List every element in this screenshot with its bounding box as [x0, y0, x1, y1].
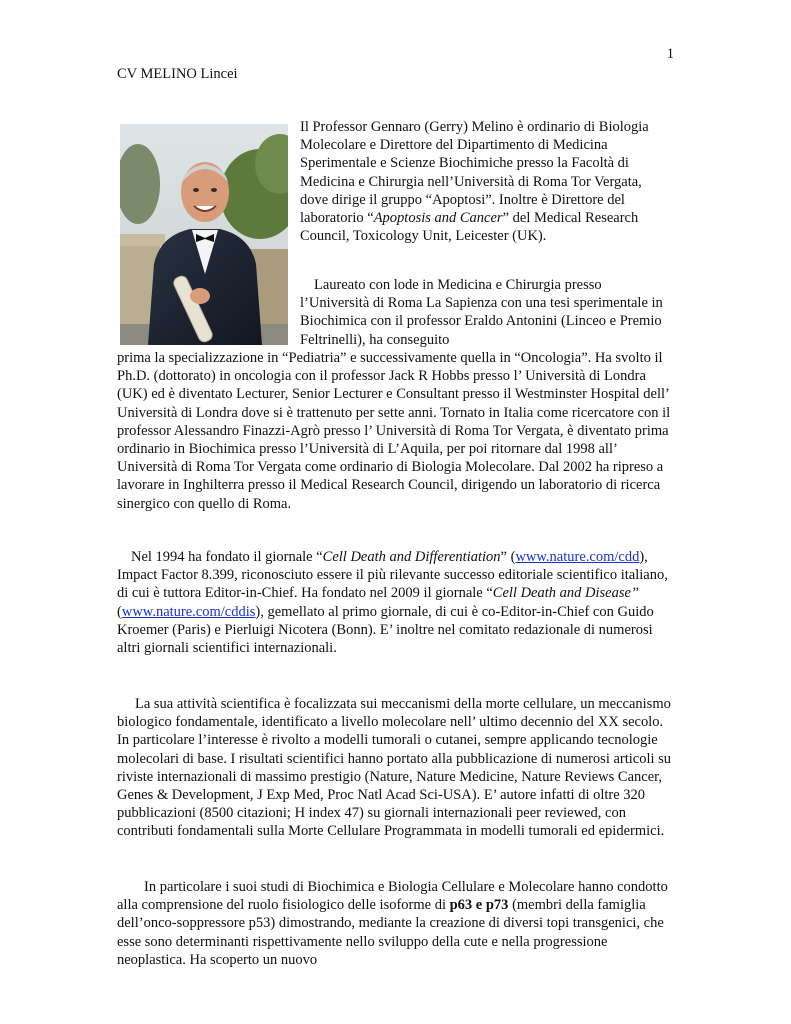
particolare-text-2: (membri della famiglia dell’onco-soppressore p53) dimostrando, mediante la creazione di diversi topi transgenici, che esse sono determinanti rispettivamente nello sviluppo della cute e nella progressione neoplastica. Ha scoperto un nuovo [117, 897, 664, 968]
cdd-text-2: ” ( [500, 549, 516, 565]
cdd-link[interactable]: www.nature.com/cdd [515, 549, 640, 565]
intro-text: Il Professor Gennaro (Gerry) Melino è ordinario di Biologia Molecolare e Direttore del Dipartimento di Medicina Sperimentale e Scienze Biochimiche presso la Facoltà di Medicina e Chirurgia nell’Università di Roma Tor Vergata, dove dirige il gruppo “Apoptosi”. Inoltre è Direttore del laboratorio “ [300, 119, 649, 227]
cdd-text-3: ), Impact Factor 8.399, riconosciuto essere il più rilevante successo editoriale scientifico italiano, di cui è tuttora Editor-in-Chief. Ha fondato nel 2009 il giornale “ [117, 549, 668, 602]
laureato-paragraph-continued [117, 349, 673, 513]
laureato-paragraph-start [300, 276, 673, 349]
laureato-text-first: Laureato con lode in Medicina e Chirurgia presso l’Università di Roma La Sapienza con una tesi sperimentale in Biochimica con il professor Eraldo Antonini (Linceo e Premio Feltrinelli), ha conseguito [300, 277, 663, 348]
intro-italic-lab-name: Apoptosis and Cancer [373, 210, 503, 227]
cdd-paragraph [117, 548, 673, 657]
cddis-link[interactable]: www.nature.com/cddis [121, 603, 256, 620]
particolare-bold-isoforms: p63 e p73 [449, 897, 509, 914]
cdd-text-4: ( [117, 603, 122, 620]
attivita-text: La sua attività scientifica è focalizzata sui meccanismi della morte cellulare, un meccanismo biologico fondamentale, identificato a livello molecolare nell’ ultimo decennio del XX secolo. In particolare l’interesse è rivolto a modelli tumorali o cutanei, sempre applicando tecnologie molecolari di base. I risultati scientifici hanno portato alla pubblicazione di numerosi articoli su riviste internazionali di massimo prestigio (Nature, Nature Medicine, Nature Reviews Cancer, Genes & Development, J Exp Med, Proc Natl Acad Sci-USA). E’ autore infatti di oltre 320 pubblicazioni (8500 citazioni; H index 47) su giornali internazionali peer reviewed, con contributi fondamentali sulla Morte Cellulare Programmata in modelli tumorali ed epidermici. [117, 696, 672, 840]
page-header: CV MELINO Lincei [117, 66, 238, 82]
laureato-text-rest: prima la specializzazione in “Pediatria” e successivamente quella in “Oncologia”. Ha svolto il Ph.D. (dottorato) in oncologia con il professor Jack R Hobbs presso l’ Università di Londra (UK) ed è diventato Lecturer, Senior Lecturer e Consultant presso il Westminster Hospital dell’ Università di Londra dove si è trattenuto per sette anni. Tornato in Italia come ricercatore con il professor Alessandro Finazzi-Agrò presso l’ Università di Roma Tor Vergata, è diventato prima ordinario in Biochimica presso l’Università di L’Aquila, per poi ritornare dal 1998 all’ Università di Roma Tor Vergata come ordinario di Biologia Molecolare. Dal 2002 ha ripreso a lavorare in Inghilterra presso il Medical Research Council, dirigendo un laboratorio di ricerca sinergico con quello di Roma. [117, 350, 671, 512]
page-number: 1 [666, 46, 674, 62]
cdd-text-5: ), gemellato al primo giornale, di cui è co-Editor-in-Chief con Guido Kroemer (Paris) e Pierluigi Nicotera (Bonn). E’ inoltre nel comitato redazionale di numerosi altri giornali scientifici internazionali. [117, 603, 654, 657]
cddis-journal-name: Cell Death and Disease” [492, 585, 639, 602]
cdd-journal-name: Cell Death and Differentiation [322, 549, 501, 565]
cdd-text-1: Nel 1994 ha fondato il giornale “ [131, 549, 323, 565]
attivita-paragraph [117, 695, 673, 841]
particolare-paragraph [117, 878, 673, 969]
intro-text-end: ” del Medical Research Council, Toxicology Unit, Leicester (UK). [300, 210, 639, 245]
particolare-text-1: In particolare i suoi studi di Biochimica e Biologia Cellulare e Molecolare hanno condotto alla comprensione del ruolo fisiologico delle isoforme di [117, 879, 668, 914]
portrait-photo [120, 124, 288, 345]
intro-paragraph [300, 118, 672, 245]
